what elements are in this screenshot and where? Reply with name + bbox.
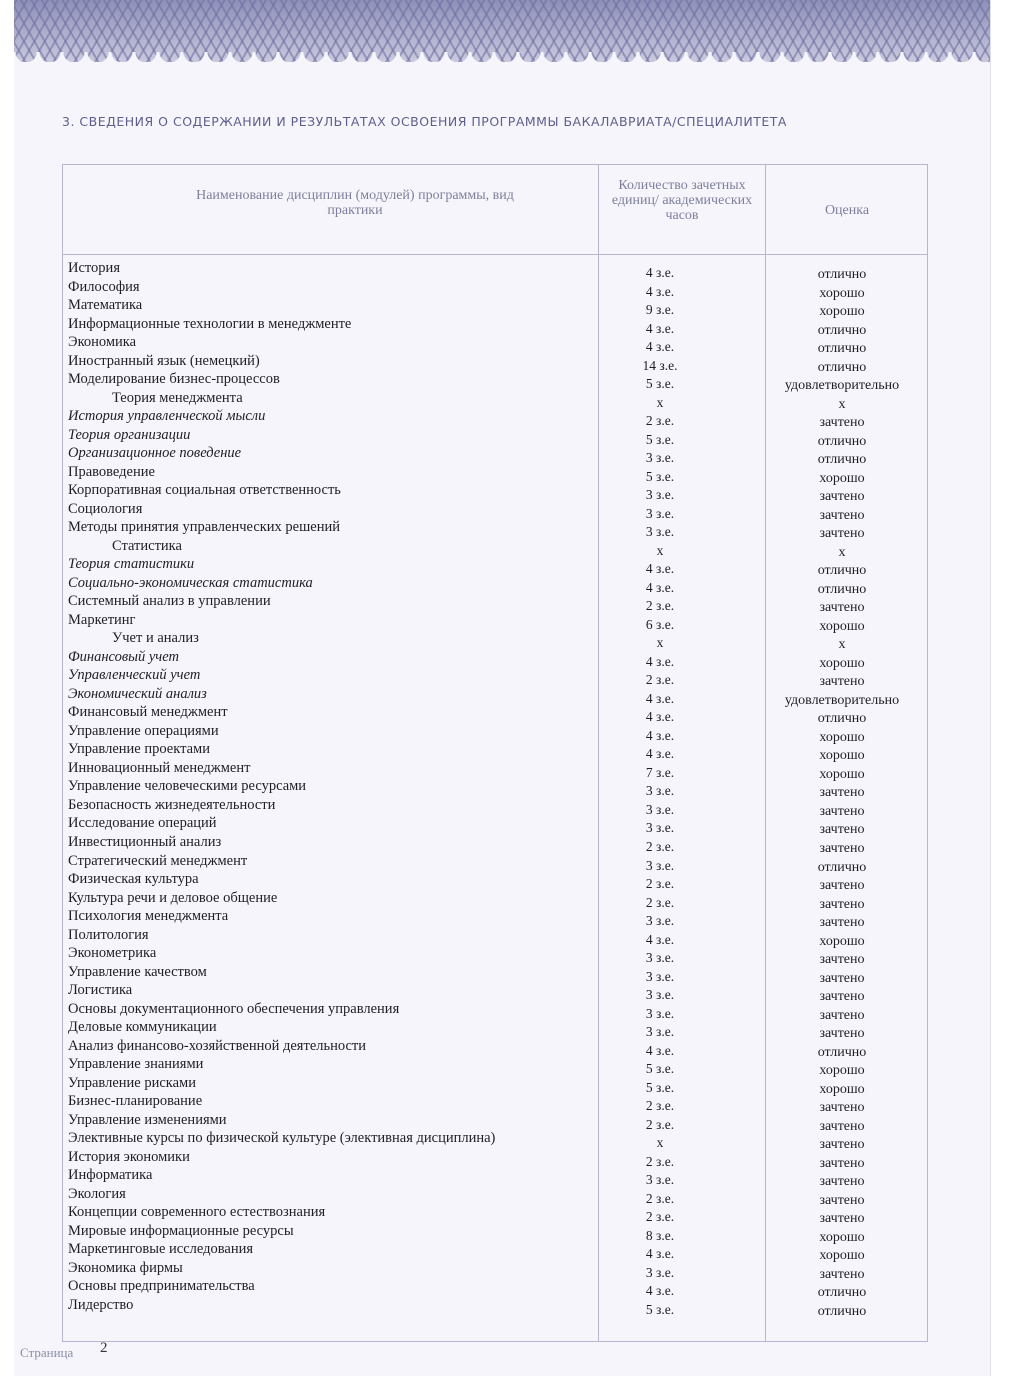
grade: зачтено — [819, 1155, 865, 1171]
table-row — [0, 796, 1018, 819]
discipline-name: Финансовый учет — [68, 648, 179, 665]
grade: отлично — [817, 341, 867, 357]
credit-units: 4 з.е. — [645, 709, 675, 725]
grade: зачтено — [819, 1266, 865, 1282]
table-row — [0, 685, 1018, 708]
table-row — [0, 574, 1018, 597]
discipline-name: Логистика — [68, 982, 133, 999]
table-row — [0, 815, 1018, 838]
credit-units: 3 з.е. — [645, 857, 675, 873]
credit-units: 2 з.е. — [645, 1209, 675, 1225]
credit-units: 4 з.е. — [645, 320, 675, 336]
discipline-name: Теория статистики — [68, 556, 195, 573]
discipline-name: Организационное поведение — [68, 445, 242, 462]
credit-units: 4 з.е. — [645, 931, 675, 947]
credit-units: 2 з.е. — [645, 894, 675, 910]
credit-units: 4 з.е. — [645, 1042, 675, 1058]
discipline-name: Управление изменениями — [68, 1111, 227, 1128]
credit-units: 7 з.е. — [645, 764, 675, 780]
table-row — [0, 519, 1018, 542]
discipline-name: Социология — [68, 500, 143, 517]
discipline-name: Бизнес-планирование — [68, 1093, 203, 1110]
discipline-name: Инвестиционный анализ — [68, 833, 222, 850]
section-title: 3. СВЕДЕНИЯ О СОДЕРЖАНИИ И РЕЗУЛЬТАТАХ ОСВОЕНИЯ ПРОГРАММЫ БАКАЛАВРИАТА/СПЕЦИАЛИТЕТА — [62, 114, 787, 129]
table-row — [0, 1037, 1018, 1060]
grade: отлично — [817, 433, 867, 449]
table-row — [0, 1241, 1018, 1264]
discipline-name: Маркетинг — [68, 611, 136, 628]
credit-units: 4 з.е. — [645, 1246, 675, 1262]
discipline-name: Управление операциями — [68, 722, 219, 739]
table-row — [0, 371, 1018, 394]
grade: хорошо — [819, 1081, 865, 1097]
table-row — [0, 1278, 1018, 1301]
credit-units: 5 з.е. — [645, 468, 675, 484]
grade: отлично — [817, 711, 867, 727]
table-row — [0, 741, 1018, 764]
grade: зачтено — [819, 600, 865, 616]
credit-units: 5 з.е. — [645, 1061, 675, 1077]
credit-units: 3 з.е. — [645, 820, 675, 836]
grade: отлично — [817, 359, 867, 375]
table-row — [0, 871, 1018, 894]
table-row — [0, 463, 1018, 486]
credit-units: 3 з.е. — [645, 450, 675, 466]
discipline-name: Элективные курсы по физической культуре (элективная дисциплина) — [68, 1130, 496, 1147]
grade: зачтено — [819, 1007, 865, 1023]
discipline-name: Эконометрика — [68, 945, 157, 962]
discipline-name: Правоведение — [68, 463, 155, 480]
grade: х — [838, 544, 846, 560]
grade: хорошо — [819, 285, 865, 301]
grade: хорошо — [819, 1248, 865, 1264]
table-row — [0, 482, 1018, 505]
table-row — [0, 445, 1018, 468]
discipline-name: Физическая культура — [68, 871, 199, 888]
credit-units: 5 з.е. — [645, 376, 675, 392]
credit-units: 3 з.е. — [645, 1172, 675, 1188]
grade: хорошо — [819, 470, 865, 486]
table-row — [0, 593, 1018, 616]
grade: х — [838, 396, 846, 412]
discipline-name: Системный анализ в управлении — [68, 593, 271, 610]
table-row — [0, 722, 1018, 745]
table-row — [0, 278, 1018, 301]
table-row — [0, 630, 1018, 653]
discipline-name: Теория организации — [68, 426, 191, 443]
grade: зачтено — [819, 1026, 865, 1042]
table-row — [0, 945, 1018, 968]
grade: зачтено — [819, 896, 865, 912]
discipline-name: Статистика — [112, 537, 182, 554]
discipline-name: Управление качеством — [68, 963, 207, 980]
credit-units: 4 з.е. — [645, 579, 675, 595]
grade: зачтено — [819, 803, 865, 819]
grade: отлично — [817, 1303, 867, 1319]
discipline-name: Управление рисками — [68, 1074, 196, 1091]
table-body — [0, 260, 1018, 1319]
discipline-name: Культура речи и деловое общение — [68, 889, 278, 906]
table-row — [0, 833, 1018, 856]
table-header-divider — [62, 254, 928, 255]
credit-units: 3 з.е. — [645, 783, 675, 799]
grade: зачтено — [819, 915, 865, 931]
credit-units: 14 з.е. — [642, 357, 678, 373]
credit-units: 3 з.е. — [645, 987, 675, 1003]
discipline-name: Иностранный язык (немецкий) — [68, 352, 260, 369]
credit-units: 5 з.е. — [645, 1079, 675, 1095]
credit-units: 4 з.е. — [645, 653, 675, 669]
credit-units: 3 з.е. — [645, 950, 675, 966]
credit-units: 9 з.е. — [645, 302, 675, 318]
grade: удовлетворительно — [784, 692, 900, 708]
grade: зачтено — [819, 674, 865, 690]
grade: отлично — [817, 267, 867, 282]
grade: хорошо — [819, 655, 865, 671]
credit-units: 2 з.е. — [645, 1116, 675, 1132]
credit-units: 3 з.е. — [645, 1024, 675, 1040]
table-row — [0, 982, 1018, 1005]
discipline-name: Деловые коммуникации — [68, 1019, 217, 1036]
table-row — [0, 297, 1018, 320]
grade: зачтено — [819, 507, 865, 523]
credit-units: 4 з.е. — [645, 690, 675, 706]
grade: зачтено — [819, 840, 865, 856]
discipline-name: Теория менеджмента — [112, 389, 243, 406]
credit-units: 4 з.е. — [645, 339, 675, 355]
discipline-name: Управление знаниями — [68, 1056, 204, 1073]
credit-units: 2 з.е. — [645, 598, 675, 614]
grade: хорошо — [819, 766, 865, 782]
credit-units: 2 з.е. — [645, 413, 675, 429]
grade: зачтено — [819, 489, 865, 505]
discipline-name: Основы предпринимательства — [68, 1278, 255, 1295]
table-row — [0, 537, 1018, 560]
discipline-name: Управленческий учет — [68, 667, 201, 684]
discipline-name: Учет и анализ — [112, 630, 199, 647]
table-row — [0, 315, 1018, 338]
table-row — [0, 352, 1018, 375]
grade: удовлетворительно — [784, 378, 900, 394]
discipline-name: Мировые информационные ресурсы — [68, 1222, 294, 1239]
credit-units: 4 з.е. — [645, 283, 675, 299]
grade: зачтено — [819, 989, 865, 1005]
credit-units: 2 з.е. — [645, 1190, 675, 1206]
discipline-name: Информатика — [68, 1167, 153, 1184]
table-row — [0, 963, 1018, 986]
credit-units: 3 з.е. — [645, 1005, 675, 1021]
discipline-name: Безопасность жизнедеятельности — [68, 796, 276, 813]
discipline-name: Экономика — [68, 334, 137, 351]
discipline-name: Экономика фирмы — [68, 1259, 183, 1276]
discipline-name: Психология менеджмента — [68, 908, 229, 925]
grade: хорошо — [819, 1229, 865, 1245]
table-row — [0, 1222, 1018, 1245]
grade: отлично — [817, 563, 867, 579]
credit-units: х — [656, 394, 664, 410]
discipline-name: Управление человеческими ресурсами — [68, 778, 307, 795]
credit-units: х — [656, 635, 664, 651]
grade: зачтено — [819, 878, 865, 894]
credit-units: 3 з.е. — [645, 487, 675, 503]
grade: зачтено — [819, 1174, 865, 1190]
credit-units: 3 з.е. — [645, 505, 675, 521]
grade: зачтено — [819, 415, 865, 431]
discipline-name: Моделирование бизнес-процессов — [68, 371, 280, 388]
table-row — [0, 1204, 1018, 1227]
table-row — [0, 926, 1018, 949]
table-row — [0, 1167, 1018, 1190]
credit-units: 3 з.е. — [645, 913, 675, 929]
discipline-name: Концепции современного естествознания — [68, 1204, 326, 1221]
table-row — [0, 500, 1018, 523]
discipline-name: Экономический анализ — [68, 685, 207, 702]
table-row — [0, 426, 1018, 449]
grade: зачтено — [819, 952, 865, 968]
credit-units: 2 з.е. — [645, 672, 675, 688]
table-row — [0, 1000, 1018, 1023]
grade: хорошо — [819, 933, 865, 949]
table-row — [0, 1185, 1018, 1208]
table-row — [0, 1093, 1018, 1116]
page-number: 2 — [100, 1340, 108, 1356]
grade: зачтено — [819, 1118, 865, 1134]
table-row — [0, 704, 1018, 727]
discipline-name: Методы принятия управленческих решений — [68, 519, 341, 536]
table-row — [0, 1296, 1018, 1319]
discipline-name: Финансовый менеджмент — [68, 704, 228, 721]
page-label: Страница — [20, 1345, 74, 1360]
table-row — [0, 667, 1018, 690]
discipline-name: Исследование операций — [68, 815, 217, 832]
credit-units: 2 з.е. — [645, 876, 675, 892]
credit-units: 5 з.е. — [645, 1301, 675, 1317]
credit-units: 4 з.е. — [645, 1283, 675, 1299]
grade: зачтено — [819, 1211, 865, 1227]
credit-units: 6 з.е. — [645, 616, 675, 632]
table-row — [0, 908, 1018, 931]
credit-units: 2 з.е. — [645, 1098, 675, 1114]
table-row — [0, 778, 1018, 801]
table-row — [0, 334, 1018, 357]
credit-units: х — [656, 542, 664, 558]
discipline-name: Управление проектами — [68, 741, 210, 758]
column-header-grade: Оценка — [824, 203, 870, 218]
grade: отлично — [817, 452, 867, 468]
grade: зачтено — [819, 1100, 865, 1116]
table-row — [0, 1056, 1018, 1079]
discipline-name: Корпоративная социальная ответственность — [68, 482, 341, 499]
discipline-name: Информационные технологии в менеджменте — [68, 315, 352, 332]
discipline-name: Лидерство — [68, 1296, 134, 1313]
discipline-name: Стратегический менеджмент — [68, 852, 248, 869]
discipline-name: Математика — [68, 297, 143, 314]
table-row — [0, 852, 1018, 875]
discipline-name: История экономики — [68, 1148, 190, 1165]
grade: отлично — [817, 859, 867, 875]
credit-units: 8 з.е. — [645, 1227, 675, 1243]
grade: хорошо — [819, 729, 865, 745]
table-row — [0, 1111, 1018, 1134]
grade: хорошо — [819, 304, 865, 320]
table-row — [0, 1019, 1018, 1042]
table-row — [0, 260, 1018, 282]
discipline-name: Маркетинговые исследования — [68, 1241, 254, 1258]
table-row — [0, 1074, 1018, 1097]
table-row — [0, 1259, 1018, 1282]
grade: зачтено — [819, 1192, 865, 1208]
discipline-name: Философия — [68, 278, 140, 295]
grade: хорошо — [819, 748, 865, 764]
credit-units: 3 з.е. — [645, 968, 675, 984]
grade: отлично — [817, 581, 867, 597]
grade: х — [838, 637, 846, 653]
discipline-name: Инновационный менеджмент — [68, 759, 251, 776]
discipline-name: История управленческой мысли — [68, 408, 266, 425]
grade: зачтено — [819, 822, 865, 838]
credit-units: 4 з.е. — [645, 746, 675, 762]
discipline-name: Анализ финансово-хозяйственной деятельности — [68, 1037, 367, 1054]
table-row — [0, 389, 1018, 412]
table-row — [0, 611, 1018, 634]
table-row — [0, 648, 1018, 671]
credit-units: 2 з.е. — [645, 1153, 675, 1169]
decorative-border-edge — [14, 52, 990, 64]
credit-units: 3 з.е. — [645, 801, 675, 817]
table-row — [0, 1148, 1018, 1171]
credit-units: х — [656, 1135, 664, 1151]
discipline-name: Экология — [68, 1185, 126, 1202]
table-row — [0, 759, 1018, 782]
credit-units: 4 з.е. — [645, 265, 675, 280]
grade: зачтено — [819, 1137, 865, 1153]
grade: зачтено — [819, 785, 865, 801]
discipline-name: История — [68, 260, 120, 276]
credit-units: 4 з.е. — [645, 561, 675, 577]
column-header-discipline: Наименование дисциплин (модулей) программы, вид практики — [196, 188, 514, 218]
grade: отлично — [817, 1285, 867, 1301]
grade: отлично — [817, 322, 867, 338]
table-row — [0, 1130, 1018, 1153]
grade: хорошо — [819, 618, 865, 634]
credit-units: 3 з.е. — [645, 524, 675, 540]
grade: зачтено — [819, 526, 865, 542]
table-row — [0, 889, 1018, 912]
discipline-name: Основы документационного обеспечения управления — [68, 1000, 400, 1017]
credit-units: 5 з.е. — [645, 431, 675, 447]
grade: зачтено — [819, 970, 865, 986]
grade: хорошо — [819, 1063, 865, 1079]
credit-units: 4 з.е. — [645, 727, 675, 743]
table-row — [0, 408, 1018, 431]
table-row — [0, 556, 1018, 579]
column-header-credits: Количество зачетных единиц/ академических часов — [611, 178, 753, 223]
discipline-name: Социально-экономическая статистика — [68, 574, 313, 591]
grade: отлично — [817, 1044, 867, 1060]
credit-units: 3 з.е. — [645, 1264, 675, 1280]
credit-units: 2 з.е. — [645, 838, 675, 854]
discipline-name: Политология — [68, 926, 149, 943]
